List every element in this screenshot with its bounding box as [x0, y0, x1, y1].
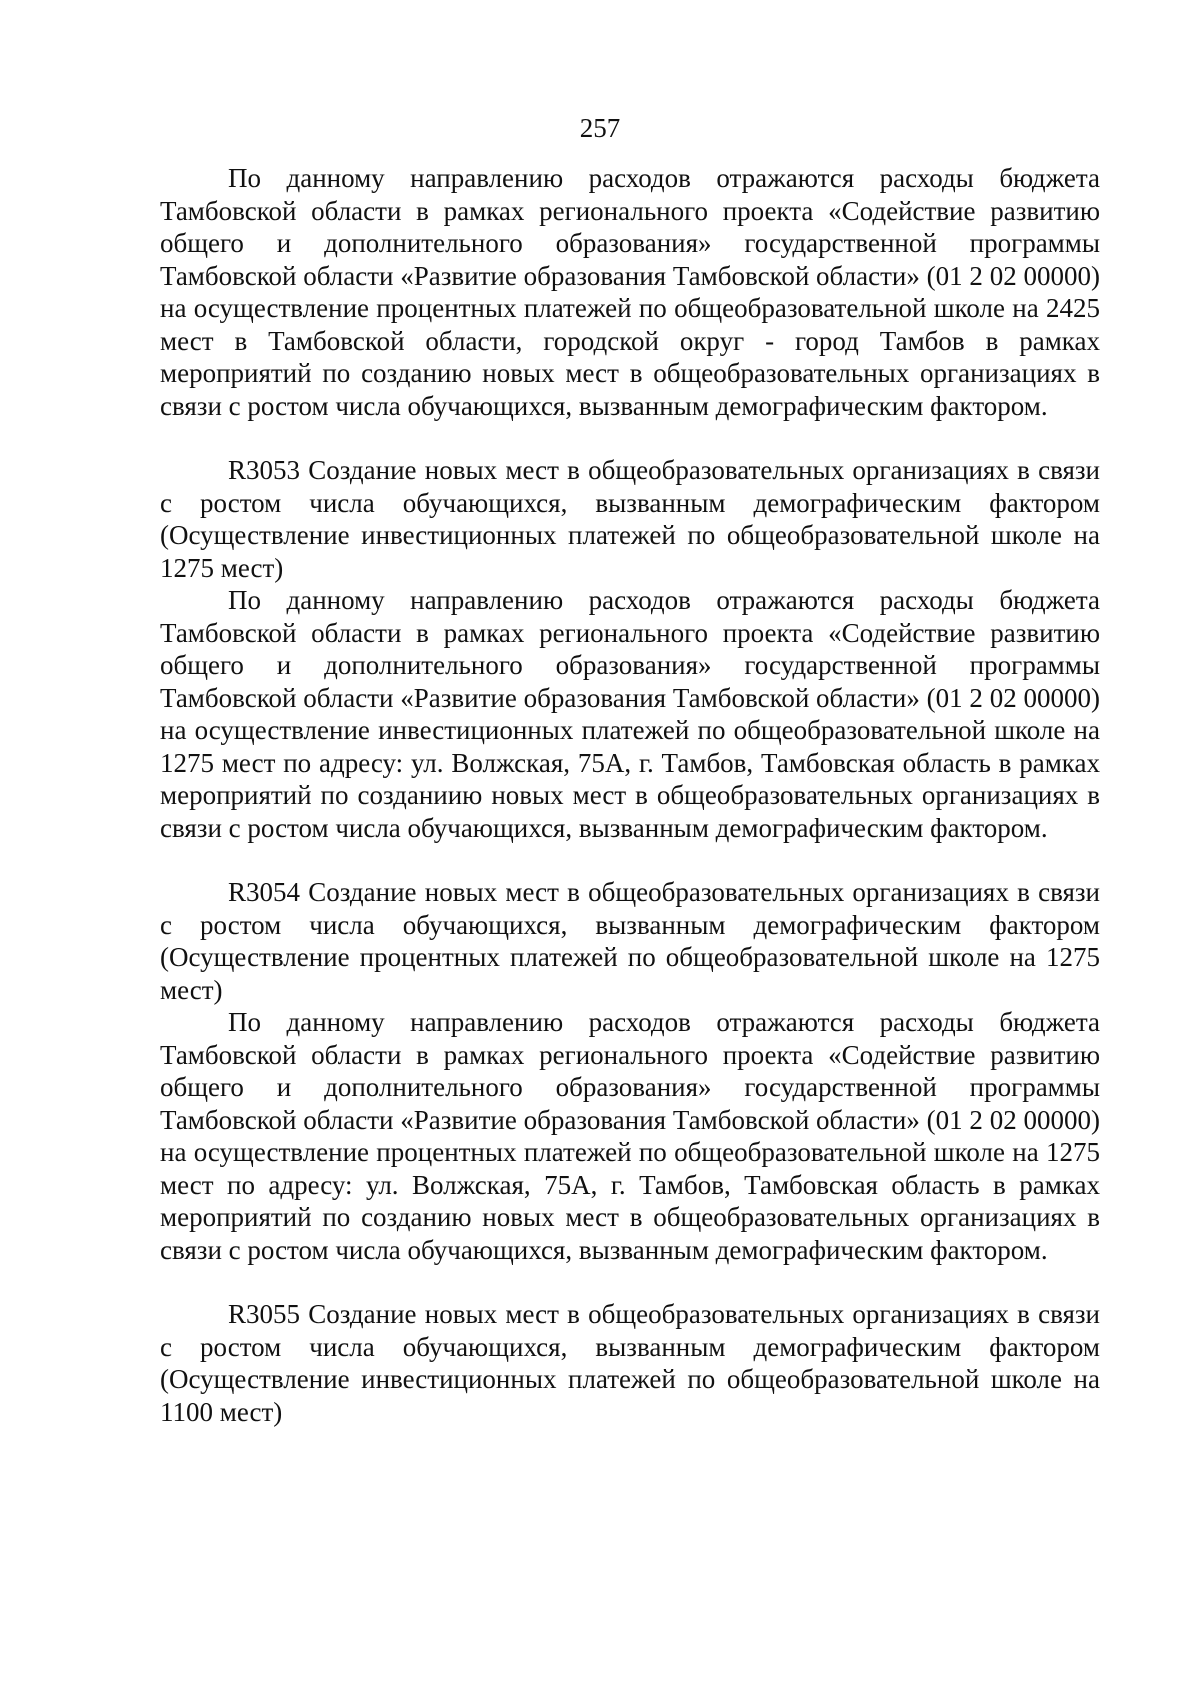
paragraph-description-interest-2425: По данному направлению расходов отражаются расходы бюджета Тамбовской области в рамках регионального проекта «Содействие развитию общего и дополнительного образования» государственной программы Тамбовской области «Развитие образования Тамбовской области» (01 2 02 00000) на осуществление процентных платежей по общеобразовательной школе на 2425 мест в Тамбовской области, городской округ - город Тамбов в рамках мероприятий по созданию новых мест в общеобразовательных организациях в связи с ростом числа обучающихся, вызванным демографическим фактором. [160, 163, 1100, 421]
paragraph-description-r3053: По данному направлению расходов отражаются расходы бюджета Тамбовской области в рамках регионального проекта «Содействие развитию общего и дополнительного образования» государственной программы Тамбовской области «Развитие образования Тамбовской области» (01 2 02 00000) на осуществление инвестиционных платежей по общеобразовательной школе на 1275 мест по адресу: ул. Волжская, 75А, г. Тамбов, Тамбовская область в рамках мероприятий по созданиию новых мест в общеобразовательных организациях в связи с ростом числа обучающихся, вызванным демографическим фактором. [160, 585, 1100, 843]
paragraph-gap [160, 1266, 1100, 1298]
section-heading-r3054: R3054 Создание новых мест в общеобразовательных организациях в связи с ростом числа обучающихся, вызванным демографическим фактором (Осуществление процентных платежей по общеобразовательной школе на 1275 мест) [160, 877, 1100, 1005]
paragraph-description-r3054: По данному направлению расходов отражаются расходы бюджета Тамбовской области в рамках регионального проекта «Содействие развитию общего и дополнительного образования» государственной программы Тамбовской области «Развитие образования Тамбовской области» (01 2 02 00000) на осуществление процентных платежей по общеобразовательной школе на 1275 мест по адресу: ул. Волжская, 75А, г. Тамбов, Тамбовская область в рамках мероприятий по созданию новых мест в общеобразовательных организациях в связи с ростом числа обучающихся, вызванным демографическим фактором. [160, 1007, 1100, 1265]
section-heading-r3053: R3053 Создание новых мест в общеобразовательных организациях в связи с ростом числа обучающихся, вызванным демографическим фактором (Осуществление инвестиционных платежей по общеобразовательной школе на 1275 мест) [160, 455, 1100, 583]
paragraph-gap [160, 844, 1100, 876]
document-body [160, 162, 1100, 1428]
page-number: 257 [579, 113, 621, 143]
paragraph-gap [160, 422, 1100, 454]
section-heading-r3055: R3055 Создание новых мест в общеобразовательных организациях в связи с ростом числа обучающихся, вызванным демографическим фактором (Осуществление инвестиционных платежей по общеобразовательной школе на 1100 мест) [160, 1299, 1100, 1427]
